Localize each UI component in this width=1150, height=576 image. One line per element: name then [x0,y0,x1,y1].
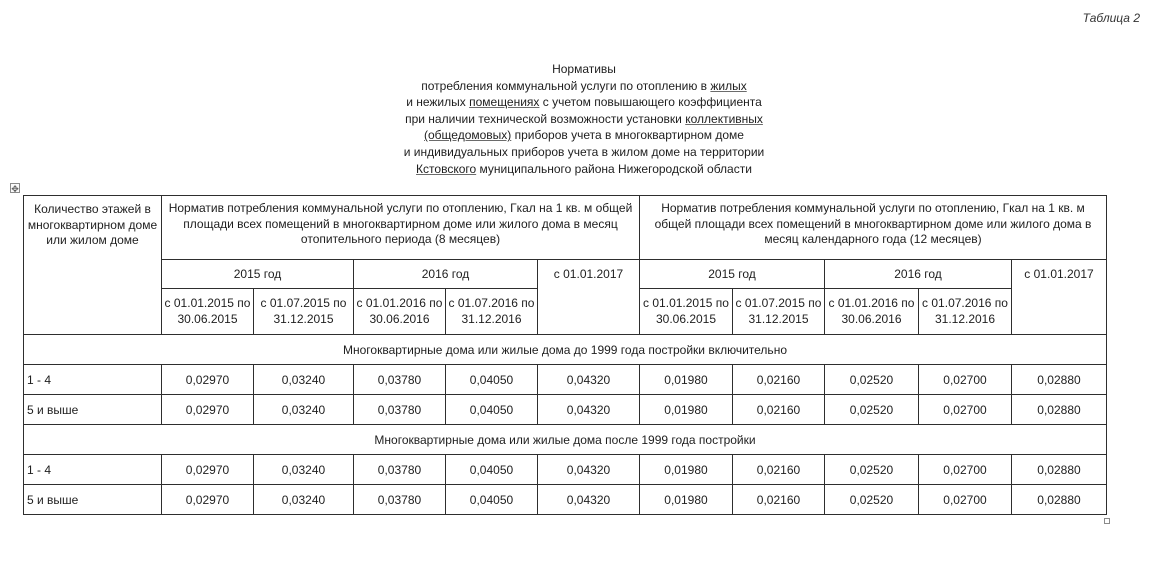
title-line-2: потребления коммунальной услуги по отоплению в жилых [421,78,747,93]
floors-cell: 5 и выше [24,395,162,425]
title-line-5: (общедомовых) приборов учета в многоквартирном доме [424,128,744,143]
value-cell: 0,03240 [254,395,354,425]
spell-underline: помещениях [469,95,540,110]
value-cell: 0,04320 [538,365,640,395]
section-row [24,335,1107,365]
table-resize-handle[interactable] [1104,518,1110,524]
value-cell: 0,02970 [162,395,254,425]
value-cell: 0,02520 [825,485,919,515]
title-line-7: Кстовского муниципального района Нижегородской области [416,161,752,176]
table-number-label: Таблица 2 [1082,11,1140,25]
section-title: Многоквартирные дома или жилые дома после 1999 года постройки [24,425,1107,455]
value-cell: 0,03780 [354,485,446,515]
title-line-3: и нежилых помещениях с учетом повышающего коэффициента [406,95,762,110]
title-line-1: Нормативы [552,62,616,76]
value-cell: 0,02520 [825,395,919,425]
value-cell: 0,04320 [538,395,640,425]
period-header: с 01.01.2015 по 30.06.2015 [640,289,733,335]
value-cell: 0,02700 [919,455,1012,485]
floors-cell: 5 и выше [24,485,162,515]
value-cell: 0,04320 [538,455,640,485]
floors-column-header: Количество этажей в многоквартирном доме или жилом доме [24,196,162,335]
table-row [24,455,1107,485]
value-cell: 0,02970 [162,485,254,515]
document-title [364,61,804,177]
value-cell: 0,02880 [1012,455,1107,485]
value-cell: 0,01980 [640,485,733,515]
title-line-6: и индивидуальных приборов учета в жилом доме на территории [403,144,765,159]
value-cell: 0,03240 [254,455,354,485]
floors-cell: 1 - 4 [24,365,162,395]
value-cell: 0,02160 [733,455,825,485]
value-cell: 0,03780 [354,395,446,425]
header-row-1 [24,196,1107,260]
value-cell: 0,02700 [919,485,1012,515]
value-cell: 0,03240 [254,485,354,515]
section-row [24,425,1107,455]
value-cell: 0,02880 [1012,395,1107,425]
value-cell: 0,03780 [354,365,446,395]
value-cell: 0,01980 [640,455,733,485]
value-cell: 0,02970 [162,455,254,485]
value-cell: 0,02160 [733,485,825,515]
value-cell: 0,02880 [1012,365,1107,395]
value-cell: 0,04050 [446,365,538,395]
value-cell: 0,03240 [254,365,354,395]
value-cell: 0,03780 [354,455,446,485]
year-2015-header: 2015 год [162,260,354,289]
period-header: с 01.01.2016 по 30.06.2016 [354,289,446,335]
table-row [24,365,1107,395]
value-cell: 0,04320 [538,485,640,515]
title-line-4: при наличии технической возможности установки коллективных [405,111,763,126]
value-cell: 0,02700 [919,395,1012,425]
period-header: с 01.01.2015 по 30.06.2015 [162,289,254,335]
period-header: с 01.07.2016 по 31.12.2016 [446,289,538,335]
year-2016-header: 2016 год [825,260,1012,289]
period-header: с 01.01.2016 по 30.06.2016 [825,289,919,335]
norms-table [23,195,1107,515]
table-row [24,395,1107,425]
value-cell: 0,04050 [446,485,538,515]
value-cell: 0,02700 [919,365,1012,395]
from-2017-header: с 01.01.2017 [538,260,640,335]
table-move-handle-icon[interactable]: ✥ [11,184,19,194]
floors-cell: 1 - 4 [24,455,162,485]
period-header: с 01.07.2015 по 31.12.2015 [254,289,354,335]
value-cell: 0,01980 [640,365,733,395]
calendar-year-header: Норматив потребления коммунальной услуги по отоплению, Гкал на 1 кв. м общей площади всех помещений в многоквартирном доме или жилого дома в месяц календарного года (12 месяцев) [640,196,1107,260]
value-cell: 0,02970 [162,365,254,395]
value-cell: 0,02520 [825,455,919,485]
year-2016-header: 2016 год [354,260,538,289]
section-title: Многоквартирные дома или жилые дома до 1999 года постройки включительно [24,335,1107,365]
value-cell: 0,02160 [733,365,825,395]
spell-underline: Кстовского [416,161,477,176]
value-cell: 0,04050 [446,455,538,485]
value-cell: 0,01980 [640,395,733,425]
header-row-2 [24,260,1107,289]
table-row [24,485,1107,515]
period-header: с 01.07.2015 по 31.12.2015 [733,289,825,335]
spell-underline: (общедомовых) [424,128,512,143]
value-cell: 0,02160 [733,395,825,425]
value-cell: 0,02880 [1012,485,1107,515]
period-header: с 01.07.2016 по 31.12.2016 [919,289,1012,335]
year-2015-header: 2015 год [640,260,825,289]
value-cell: 0,04050 [446,395,538,425]
heating-period-header: Норматив потребления коммунальной услуги по отоплению, Гкал на 1 кв. м общей площади всех помещений в многоквартирном доме или жилого дома в месяц отопительного периода (8 месяцев) [162,196,640,260]
value-cell: 0,02520 [825,365,919,395]
from-2017-header: с 01.01.2017 [1012,260,1107,335]
spell-underline: коллективных [685,111,763,126]
spell-underline: жилых [710,78,747,93]
